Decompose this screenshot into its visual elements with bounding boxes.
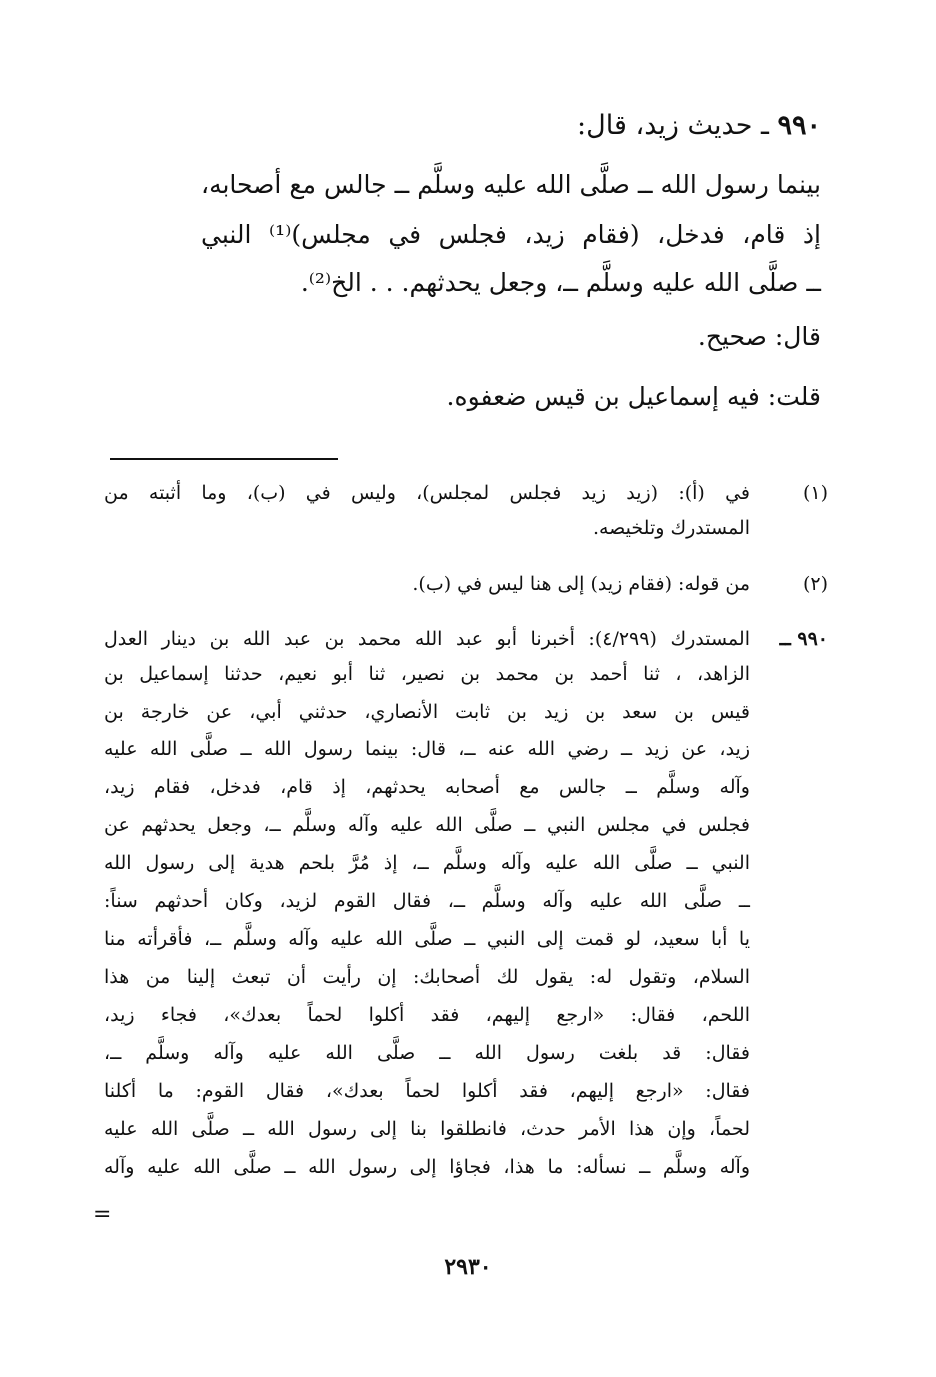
source-note-line: يا أبا سعيد، لو قمت إلى النبي ــ صلَّى الله عليه وآله وسلَّم ــ، فأقرأته منا — [104, 928, 750, 950]
source-note-line: ــ صلَّى الله عليه وآله وسلَّم ــ، فقال القوم لزيد، وكان أحدثهم سناً: — [104, 890, 750, 912]
source-note-line: فجلس في مجلس النبي ــ صلَّى الله عليه وآله وسلَّم ــ، وجعل يحدثهم عن — [104, 814, 750, 836]
source-note-line: وآله وسلَّم ــ نسأله: ما هذا، فجاؤا إلى رسول الله ــ صلَّى الله عليه وآله — [104, 1156, 750, 1178]
hadith-comment: قلت: فيه إسماعيل بن قيس ضعفوه. — [446, 382, 821, 411]
hadith-line: إذ قام، فدخل، (فقام زيد، فجلس في مجلس)⁽¹⁾ النبي — [201, 220, 821, 249]
source-note-line: السلام، وتقول له: يقول لك أصحابك: إن رأيت أن تبعث إلينا من هذا — [104, 966, 750, 988]
footnote-marker: (٢) — [802, 573, 828, 595]
source-note-line: المستدرك (٤/٢٩٩): أخبرنا أبو عبد الله محمد بن عبد الله بن دينار العدل — [104, 628, 750, 650]
source-note-lead: ٩٩٠ ــ — [779, 628, 828, 650]
source-note-line: النبي ــ صلَّى الله عليه وآله وسلَّم ــ، إذ مُرَّ بلحم هدية إلى رسول الله — [104, 852, 750, 874]
continuation-mark: = — [93, 1202, 112, 1227]
source-note-line: فقال: «ارجع إليهم، فقد أكلوا لحماً بعدك»، فقال القوم: ما أكلنا — [104, 1080, 750, 1102]
footnote-separator — [110, 458, 338, 460]
footnote-line: في (أ): (زيد زيد فجلس لمجلس)، وليس في (ب)، وما أثبته من — [104, 482, 750, 504]
hadith-ruling: قال: صحيح. — [697, 322, 821, 351]
footnote-line: المستدرك وتلخيصه. — [592, 517, 750, 539]
source-note-line: اللحم، فقال: «ارجع إليهم، فقد أكلوا لحماً بعدك»، فجاء زيد، — [104, 1004, 750, 1026]
source-note-line: الزاهد، ، ثنا أحمد بن محمد بن نصير، ثنا أبو نعيم، حدثنا إسماعيل بن — [104, 663, 750, 685]
hadith-heading-text: ـ حديث زيد، قال: — [577, 110, 769, 141]
footnote-line: من قوله: (فقام زيد) إلى هنا ليس في (ب). — [412, 573, 750, 595]
source-note-line: وآله وسلَّم ــ جالس مع أصحابه يحدثهم، إذ قام، فدخل، فقام زيد، — [104, 776, 750, 798]
hadith-number: ٩٩٠ — [777, 110, 821, 141]
hadith-heading — [577, 110, 821, 141]
hadith-line: ــ صلَّى الله عليه وسلَّم ــ، وجعل يحدثهم. . . الخ⁽²⁾. — [300, 268, 821, 297]
source-note-line: فقال: قد بلغت رسول الله ــ صلَّى الله عليه وآله وسلَّم ــ، — [104, 1042, 750, 1064]
footnote-marker: (١) — [802, 482, 828, 504]
page-number: ٢٩٣٠ — [444, 1254, 492, 1280]
source-note-line: لحماً، وإن هذا الأمر حدث، فانطلقوا بنا إلى رسول الله ــ صلَّى الله عليه — [104, 1118, 750, 1140]
source-note-line: قيس بن سعد بن زيد بن ثابت الأنصاري، حدثني أبي، عن خارجة بن — [104, 701, 750, 723]
hadith-line: بينما رسول الله ــ صلَّى الله عليه وسلَّم ــ جالس مع أصحابه، — [201, 170, 821, 199]
source-note-line: زيد، عن زيد ــ رضي الله عنه ــ، قال: بينما رسول الله ــ صلَّى الله عليه — [104, 738, 750, 760]
